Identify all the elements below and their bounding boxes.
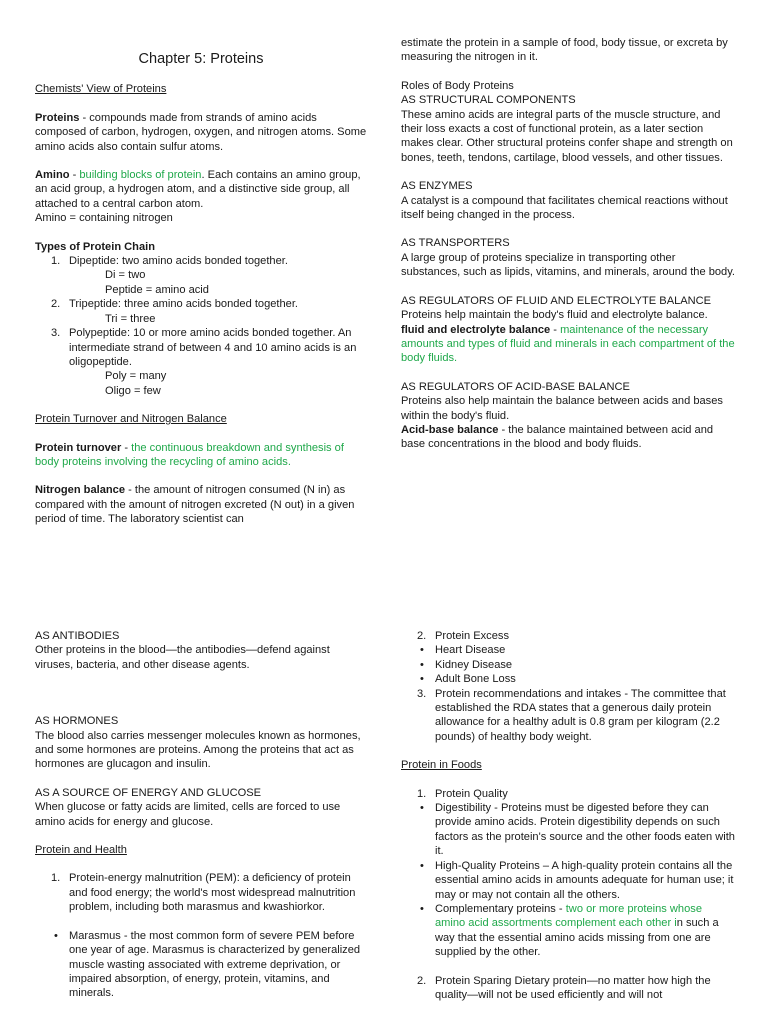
right-column-bottom <box>401 629 735 1002</box>
disease-item: • Adult Bone Loss <box>420 673 516 686</box>
structural-heading: AS STRUCTURAL COMPONENTS <box>401 94 576 107</box>
disease-item: • Heart Disease <box>420 644 506 657</box>
type-item-1: 1. Dipeptide: two amino acids bonded together. <box>51 255 288 268</box>
hormones-text: The blood also carries messenger molecules known as hormones, and some hormones are proteins. Among the proteins that act as hormones are glucagon and insulin. <box>35 729 361 771</box>
type-note: Peptide = amino acid <box>105 283 209 296</box>
complementary-item: • Complementary proteins - two or more proteins whose amino acid assortments complement each other in such a way that the essential amino acids missing from one are supplied by the other. <box>420 902 719 959</box>
amino-note: Amino = containing nitrogen <box>35 212 173 225</box>
turnover-dash: - <box>121 441 132 454</box>
fluid-text: Proteins help maintain the body's fluid and electrolyte balance. <box>401 309 708 322</box>
amino-dash: - <box>69 169 80 182</box>
proteins-definition <box>35 111 367 154</box>
enzymes-heading: AS ENZYMES <box>401 180 473 193</box>
turnover-green: the continuous breakdown and synthesis of body proteins involving the recycling of amino acids. <box>35 441 344 468</box>
hormones-heading: AS HORMONES <box>35 715 119 728</box>
type-note: Di = two <box>105 269 146 282</box>
transporters-heading: AS TRANSPORTERS <box>401 237 510 250</box>
enzymes-text: A catalyst is a compound that facilitates chemical reactions without itself being changed in the process. <box>401 194 728 222</box>
type-item-3: 3. Polypeptide: 10 or more amino acids bonded together. An intermediate strand of between 4 and 10 amino acids is an oligopeptide. <box>51 327 357 368</box>
chemists-heading: Chemists' View of Proteins <box>35 83 167 96</box>
page-gap <box>0 560 768 600</box>
antibodies-heading: AS ANTIBODIES <box>35 630 120 642</box>
acid-heading: AS REGULATORS OF ACID-BASE BALANCE <box>401 380 630 393</box>
types-list <box>35 254 367 398</box>
acid-definition <box>401 423 735 452</box>
type-note: Oligo = few <box>105 384 161 397</box>
type-item-2: 2. Tripeptide: three amino acids bonded together. <box>51 298 299 311</box>
nitrogen-continued: estimate the protein in a sample of food, body tissue, or excreta by measuring the nitrogen in it. <box>401 37 728 64</box>
quality-item: 1. Protein Quality <box>417 787 508 800</box>
turnover-definition <box>35 441 367 470</box>
digestibility-item: • Digestibility - Proteins must be digested before they can provide amino acids. Protein digestibility depends on such factors as the protein's source and the other foods eaten with it. <box>420 802 735 858</box>
amino-term: Amino <box>35 169 70 182</box>
turnover-heading: Protein Turnover and Nitrogen Balance <box>35 413 227 426</box>
transporters-text: A large group of proteins specialize in transporting other substances, such as lipids, vitamins, and minerals, around the body. <box>401 251 736 279</box>
health-heading: Protein and Health <box>35 844 127 857</box>
roles-heading: Roles of Body Proteins <box>401 79 514 92</box>
energy-heading: AS A SOURCE OF ENERGY AND GLUCOSE <box>35 786 262 799</box>
type-note: Poly = many <box>105 370 167 383</box>
foods-heading: Protein in Foods <box>401 759 482 772</box>
nitrogen-definition <box>35 483 367 526</box>
fluid-dash: - <box>550 323 561 336</box>
antibodies-text: Other proteins in the blood—the antibodies—defend against viruses, bacteria, and other disease agents. <box>35 644 330 671</box>
type-note: Tri = three <box>105 312 156 325</box>
recommendations-item: 3. Protein recommendations and intakes - The committee that established the RDA states that a generous daily protein allowance for a healthy adult is 0.8 gram per kilogram (2.2 pounds) of healthy body weight. <box>417 687 726 743</box>
high-quality-item: • High-Quality Proteins – A high-quality protein contains all the essential amino acids in amounts adequate for human use; it may or may not contain all the others. <box>420 859 734 901</box>
disease-item: • Kidney Disease <box>420 658 513 671</box>
left-column-top <box>35 52 367 527</box>
amino-definition <box>35 168 367 211</box>
energy-text: When glucose or fatty acids are limited, cells are forced to use amino acids for energy and glucose. <box>35 801 341 828</box>
acid-def: - the balance maintained between acid and base concentrations in the blood and body fluids. <box>401 423 714 451</box>
proteins-def: - compounds made from strands of amino acids composed of carbon, hydrogen, oxygen, and nitrogen atoms. Some amino acids also contain sulfur atoms. <box>35 111 367 153</box>
structural-text: These amino acids are integral parts of the muscle structure, and their loss exacts a cost of functional protein, as a later section makes clear. Other structural proteins confer shape and strength on bones, teeth, tendons, cartilage, blood vessels, and other tissues. <box>401 108 733 164</box>
types-heading: Types of Protein Chain <box>35 240 155 253</box>
chapter-title: Chapter 5: Proteins <box>138 51 264 67</box>
amino-def: . Each contains an amino group, an acid group, a hydrogen atom, and a distinctive side group, all attached to a central carbon atom. <box>35 169 361 210</box>
fluid-green: maintenance of the necessary amounts and types of fluid and minerals in each compartment of the body fluids. <box>401 323 735 365</box>
nitrogen-term: Nitrogen balance <box>35 484 126 497</box>
marasmus-item: • Marasmus - the most common form of severe PEM before one year of age. Marasmus is characterized by generalized muscle wasting associated with extreme deprivation, or impaired absorption, of energy, protein, vitamins, and minerals. <box>54 929 361 1000</box>
acid-text: Proteins also help maintain the balance between acids and bases within the body's fluid. <box>401 395 723 422</box>
acid-term: Acid-base balance <box>401 423 499 436</box>
fluid-definition <box>401 323 735 366</box>
proteins-term: Proteins <box>35 111 80 124</box>
nitrogen-def: - the amount of nitrogen consumed (N in) as compared with the amount of nitrogen excreted (N out) in a given period of time. The laboratory scientist can <box>35 484 355 526</box>
turnover-term: Protein turnover <box>35 441 122 454</box>
left-column-bottom <box>35 629 367 1001</box>
amino-green: building blocks of protein <box>79 169 202 182</box>
right-column-top <box>401 36 735 452</box>
fluid-heading: AS REGULATORS OF FLUID AND ELECTROLYTE BALANCE <box>401 294 712 307</box>
pem-item: 1. Protein-energy malnutrition (PEM): a deficiency of protein and food energy; the world's most widespread malnutrition problem, including both marasmus and kwashiorkor. <box>51 872 356 914</box>
fluid-term: fluid and electrolyte balance <box>401 323 551 336</box>
sparing-item: 2. Protein Sparing Dietary protein—no matter how high the quality—will not be used efficiently and will not <box>417 974 711 1001</box>
excess-item: 2. Protein Excess <box>417 630 509 642</box>
page-bottom <box>0 600 768 1024</box>
